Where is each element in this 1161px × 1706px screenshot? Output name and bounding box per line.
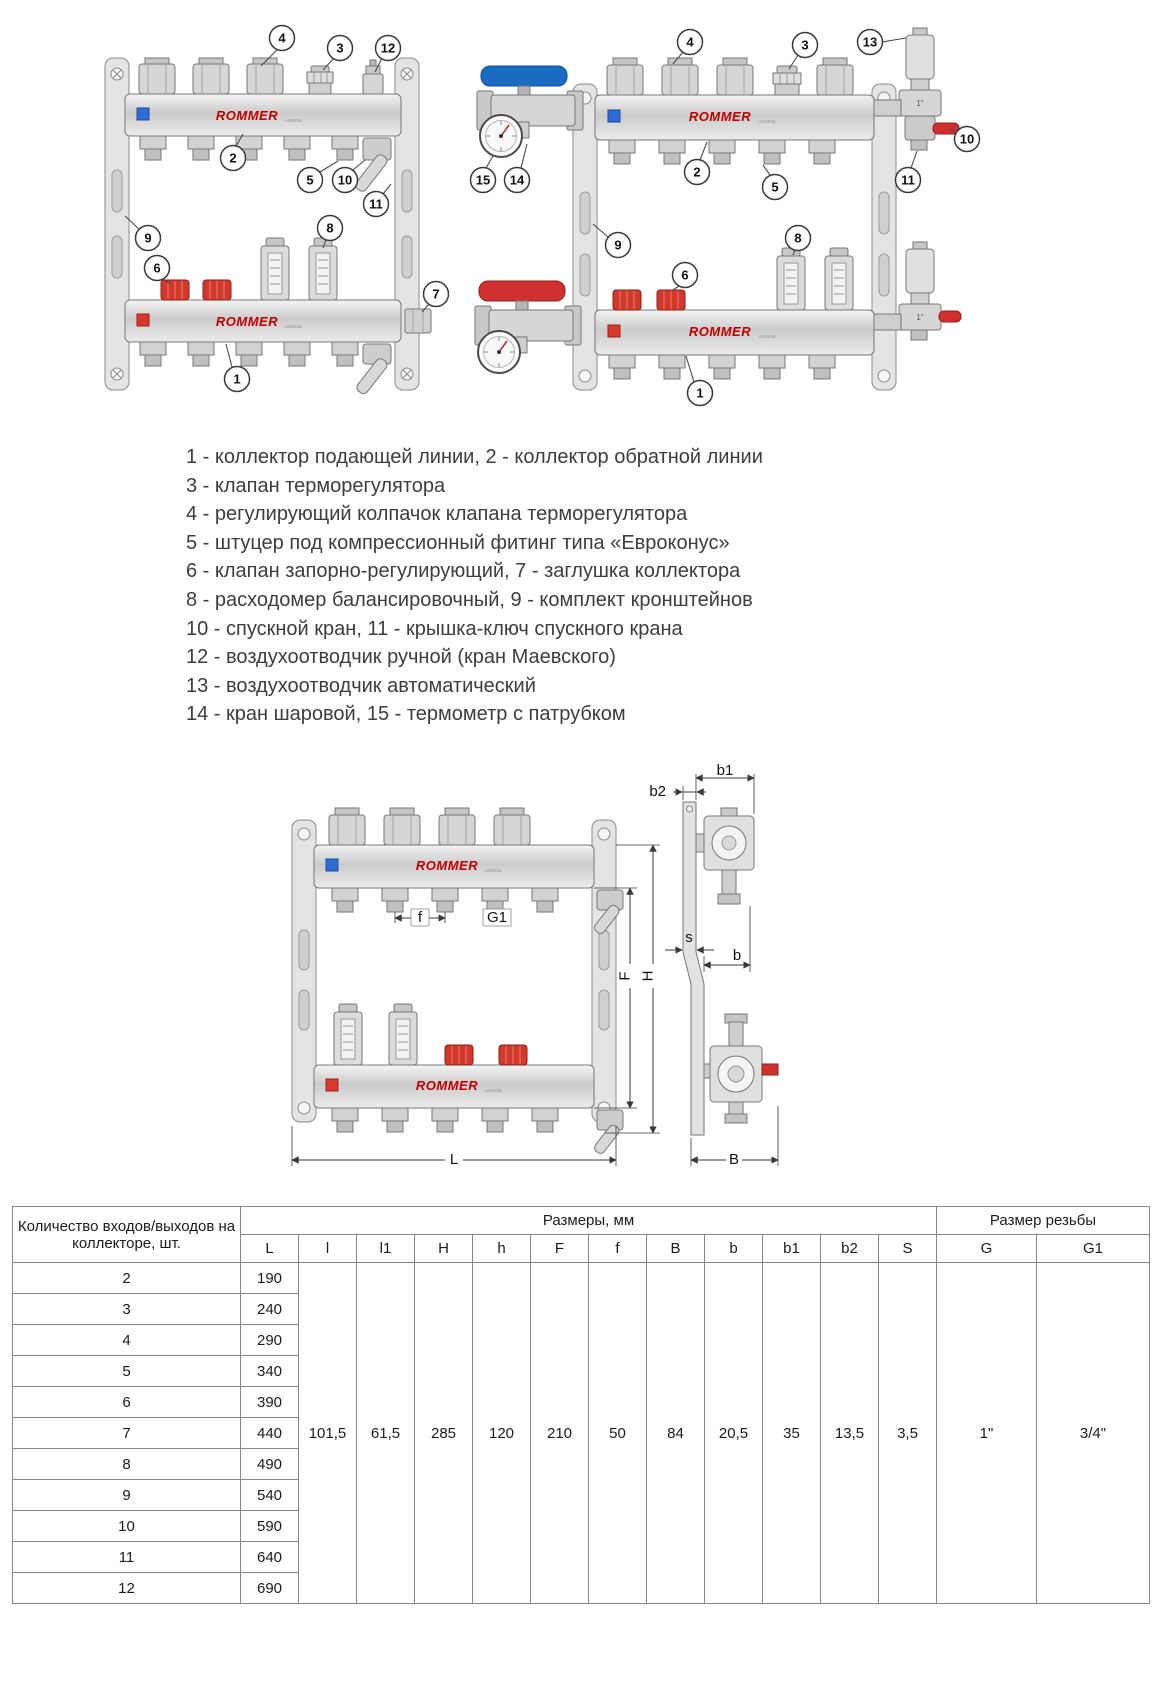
- svg-text:10: 10: [959, 131, 975, 147]
- flow-meter: [777, 248, 805, 310]
- header-thread-group: Размер резьбы: [937, 1207, 1150, 1235]
- drawing-manifold-basic: [95, 22, 450, 417]
- legend-line: 5 - штуцер под компрессионный фитинг типа «Евроконус»: [186, 531, 730, 554]
- drain-valve-right-top: [905, 116, 959, 150]
- svg-text:B: B: [728, 1151, 740, 1168]
- svg-text:F: F: [616, 971, 634, 981]
- bracket-right: [872, 84, 896, 390]
- legend-line: 3 - клапан терморегулятора: [186, 474, 446, 497]
- callout-11: [896, 151, 921, 193]
- dimensions-table: [12, 1206, 1150, 1604]
- brand-sublabel: AISI304L: [285, 324, 303, 329]
- column-header-L: L: [241, 1235, 299, 1263]
- svg-text:1: 1: [233, 371, 241, 387]
- vent-size-marking: 1": [916, 313, 924, 322]
- svg-text:13: 13: [862, 34, 878, 50]
- svg-text:H: H: [639, 970, 657, 982]
- flow-indicator-blue: [137, 108, 149, 120]
- svg-text:5: 5: [771, 179, 779, 195]
- flow-meter: [334, 1004, 362, 1065]
- svg-text:9: 9: [614, 237, 622, 253]
- column-header-l: l: [299, 1235, 357, 1263]
- brand-label: ROMMER: [415, 858, 479, 873]
- svg-text:f: f: [417, 909, 423, 926]
- callout-5: [298, 161, 339, 193]
- bracket-right: [592, 820, 616, 1122]
- cell-outputs-count: 11: [13, 1542, 241, 1573]
- brand-sublabel: AISI304L: [485, 1088, 503, 1093]
- legend-line: 8 - расходомер балансировочный, 9 - комплект кронштейнов: [186, 588, 753, 611]
- legend-line: 13 - воздухоотводчик автоматический: [186, 674, 536, 697]
- euroconus-fittings-top: [332, 888, 558, 912]
- supply-collector: [125, 300, 401, 342]
- supply-collector: [595, 310, 874, 355]
- svg-text:b2: b2: [649, 783, 666, 800]
- supply-collector: [314, 1065, 594, 1108]
- cell-shared-G: 1": [937, 1263, 1037, 1604]
- callout-6: [673, 263, 698, 291]
- brand-label: ROMMER: [688, 109, 752, 124]
- cell-shared-l: 101,5: [299, 1263, 357, 1604]
- cell-shared-f: 50: [589, 1263, 647, 1604]
- column-header-G1: G1: [1037, 1235, 1150, 1263]
- column-header-h: h: [473, 1235, 531, 1263]
- column-header-b2: b2: [821, 1235, 879, 1263]
- svg-text:14: 14: [509, 172, 525, 188]
- cell-shared-S: 3,5: [879, 1263, 937, 1604]
- cell-L: 390: [241, 1387, 299, 1418]
- blue-handle: [481, 66, 567, 86]
- cell-L: 540: [241, 1480, 299, 1511]
- header-sizes-group: Размеры, мм: [241, 1207, 937, 1235]
- cell-L: 240: [241, 1294, 299, 1325]
- legend-line: 12 - воздухоотводчик ручной (кран Маевского): [186, 646, 616, 669]
- flow-indicator-blue: [608, 110, 620, 122]
- cell-outputs-count: 6: [13, 1387, 241, 1418]
- flow-meter: [825, 248, 853, 310]
- column-header-S: S: [879, 1235, 937, 1263]
- svg-text:8: 8: [794, 230, 802, 246]
- brand-label: ROMMER: [215, 314, 279, 329]
- euroconus-fittings-top: [609, 140, 835, 164]
- callout-3: [323, 36, 353, 71]
- shutoff-valve-caps: [445, 1045, 527, 1065]
- brand-sublabel: AISI304L: [759, 119, 777, 124]
- svg-text:8: 8: [326, 220, 334, 236]
- return-collector: [125, 94, 401, 136]
- shutoff-valve-caps: [613, 290, 685, 310]
- table-row: [13, 1263, 1150, 1294]
- column-header-B: B: [647, 1235, 705, 1263]
- flow-indicator-red: [326, 1079, 338, 1091]
- vent-size-marking: 1": [916, 99, 924, 108]
- dimensions-svg: [285, 762, 795, 1182]
- flow-indicator-red: [137, 314, 149, 326]
- euroconus-fittings-top: [140, 136, 358, 160]
- svg-text:9: 9: [144, 230, 152, 246]
- cell-shared-b1: 35: [763, 1263, 821, 1604]
- cell-shared-B: 84: [647, 1263, 705, 1604]
- flow-indicator-blue: [326, 859, 338, 871]
- cell-outputs-count: 5: [13, 1356, 241, 1387]
- legend-line: 10 - спускной кран, 11 - крышка-ключ спускного крана: [186, 617, 683, 640]
- svg-text:b1: b1: [716, 762, 734, 779]
- svg-text:2: 2: [229, 150, 237, 166]
- manifold-basic-svg: [95, 22, 450, 417]
- shutoff-valve-caps: [161, 280, 231, 300]
- svg-text:s: s: [685, 929, 693, 946]
- legend: [186, 443, 763, 729]
- cell-L: 690: [241, 1573, 299, 1604]
- legend-line: 14 - кран шаровой, 15 - термометр с патрубком: [186, 703, 626, 726]
- manifold-equipped-svg: [455, 22, 985, 422]
- cell-L: 440: [241, 1418, 299, 1449]
- cell-outputs-count: 9: [13, 1480, 241, 1511]
- svg-text:10: 10: [337, 172, 353, 188]
- cell-L: 340: [241, 1356, 299, 1387]
- thermometer-bottom: [478, 331, 527, 373]
- union-nuts-top: [329, 808, 530, 845]
- union-nuts-top: [139, 58, 283, 94]
- drawing-manifold-equipped: [455, 22, 985, 422]
- svg-text:7: 7: [432, 286, 440, 302]
- cell-L: 490: [241, 1449, 299, 1480]
- svg-text:3: 3: [801, 37, 809, 53]
- brand-label: ROMMER: [215, 108, 279, 123]
- svg-text:b: b: [732, 947, 742, 964]
- return-collector: [314, 845, 594, 888]
- header-outputs-count: Количество входов/выходов на коллекторе, шт.: [13, 1207, 241, 1263]
- callout-11: [364, 184, 392, 217]
- brand-label: ROMMER: [415, 1078, 479, 1093]
- column-header-b1: b1: [763, 1235, 821, 1263]
- thermostat-valve: [307, 66, 333, 94]
- svg-text:4: 4: [686, 34, 694, 50]
- svg-text:11: 11: [901, 172, 915, 188]
- callout-3: [789, 33, 818, 70]
- column-header-H: H: [415, 1235, 473, 1263]
- svg-text:3: 3: [336, 40, 344, 56]
- euroconus-fittings-bottom: [332, 1108, 558, 1132]
- callout-13: [858, 30, 907, 55]
- cell-outputs-count: 12: [13, 1573, 241, 1604]
- red-handle: [479, 281, 565, 301]
- callout-15: [471, 156, 496, 193]
- flow-meter: [261, 238, 289, 300]
- dimension-b2: [649, 783, 706, 800]
- svg-text:1: 1: [696, 385, 704, 401]
- union-nuts-top: [607, 58, 853, 95]
- svg-text:6: 6: [681, 267, 689, 283]
- flow-meter: [389, 1004, 417, 1065]
- cell-outputs-count: 4: [13, 1325, 241, 1356]
- svg-text:6: 6: [153, 260, 161, 276]
- dimension-b: [704, 906, 750, 972]
- cell-shared-h: 120: [473, 1263, 531, 1604]
- svg-text:15: 15: [475, 172, 491, 188]
- cell-L: 640: [241, 1542, 299, 1573]
- manual-air-vent: [363, 60, 383, 94]
- callout-2: [685, 142, 710, 185]
- side-view-flow-meter: [696, 808, 754, 904]
- callout-9: [593, 224, 631, 258]
- euroconus-fittings-bottom: [140, 342, 358, 366]
- cell-L: 190: [241, 1263, 299, 1294]
- return-collector: [595, 95, 874, 140]
- svg-text:4: 4: [278, 30, 286, 46]
- cell-L: 290: [241, 1325, 299, 1356]
- legend-line: 4 - регулирующий колпачок клапана терморегулятора: [186, 503, 688, 526]
- svg-text:11: 11: [369, 196, 383, 212]
- column-header-l1: l1: [357, 1235, 415, 1263]
- callout-7: [422, 282, 449, 313]
- cell-outputs-count: 2: [13, 1263, 241, 1294]
- dimension-G1: [483, 909, 511, 926]
- table-header-row-groups: [13, 1207, 1150, 1235]
- side-view-valve: [704, 1014, 778, 1123]
- cell-L: 590: [241, 1511, 299, 1542]
- red-drain-handle: [762, 1064, 778, 1075]
- cell-shared-H: 285: [415, 1263, 473, 1604]
- svg-text:2: 2: [693, 164, 701, 180]
- cell-shared-F: 210: [531, 1263, 589, 1604]
- callout-5: [763, 165, 788, 200]
- cell-outputs-count: 7: [13, 1418, 241, 1449]
- callout-9: [125, 216, 161, 251]
- bracket-left: [292, 820, 316, 1122]
- flow-indicator-red: [608, 325, 620, 337]
- svg-text:L: L: [449, 1151, 459, 1168]
- legend-line: 1 - коллектор подающей линии, 2 - коллектор обратной линии: [186, 446, 763, 468]
- red-drain-handle: [939, 311, 961, 322]
- dimension-b1: [696, 762, 754, 814]
- column-header-F: F: [531, 1235, 589, 1263]
- column-header-G: G: [937, 1235, 1037, 1263]
- brand-label: ROMMER: [688, 324, 752, 339]
- thermostat-valve: [773, 66, 801, 95]
- svg-text:5: 5: [306, 172, 314, 188]
- legend-line: 6 - клапан запорно-регулирующий, 7 - заглушка коллектора: [186, 560, 741, 583]
- column-header-b: b: [705, 1235, 763, 1263]
- euroconus-fittings-bottom: [609, 355, 835, 379]
- drain-valve-upper: [354, 138, 391, 193]
- cell-shared-l1: 61,5: [357, 1263, 415, 1604]
- drain-valve-lower: [355, 344, 391, 396]
- column-header-f: f: [589, 1235, 647, 1263]
- brand-sublabel: AISI304L: [285, 118, 303, 123]
- brand-sublabel: AISI304L: [759, 334, 777, 339]
- collector-plug: [405, 309, 431, 333]
- svg-text:G1: G1: [486, 909, 508, 926]
- cell-shared-b: 20,5: [705, 1263, 763, 1604]
- svg-text:12: 12: [380, 40, 396, 56]
- cell-shared-G1: 3/4": [1037, 1263, 1150, 1604]
- drawing-dimensions: [285, 762, 795, 1182]
- cell-shared-b2: 13,5: [821, 1263, 879, 1604]
- cell-outputs-count: 8: [13, 1449, 241, 1480]
- brand-sublabel: AISI304L: [485, 868, 503, 873]
- cell-outputs-count: 3: [13, 1294, 241, 1325]
- cell-outputs-count: 10: [13, 1511, 241, 1542]
